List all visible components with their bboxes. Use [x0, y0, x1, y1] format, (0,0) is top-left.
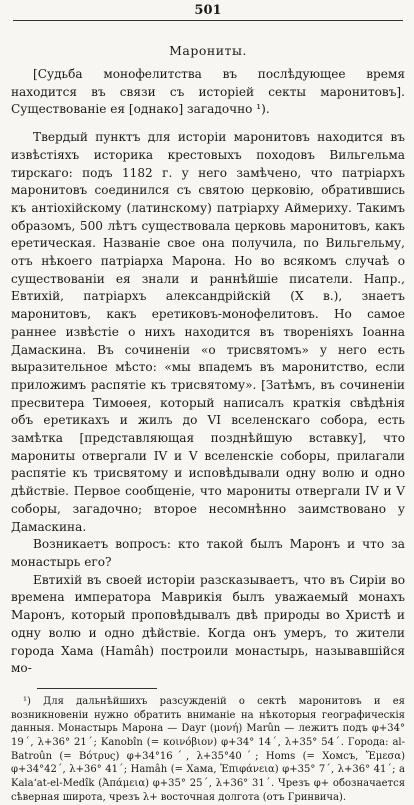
header-rule — [13, 20, 403, 21]
page-number: 501 — [194, 3, 222, 18]
footnote: ¹) Для дальнѣйшихъ разсужденій о сектѣ маронитовъ и ея возникновеніи нужно обратить вниманіе на нѣкоторыя географическія данныя. Монастырь Марона — Dayr (μονή) Marûn — лежитъ подъ φ+34° 19ˊ, λ+36° 21ˊ; Kanobîn (= κοινόβιον) φ+34° 14ˊ, λ+35° 54ˊ. Города: al-Batroûn (= Βότρυς) φ+34°16ˊ, λ+35°40ˊ; Homs (= Хомсъ, Ἔμεσα) φ+34°42ˊ, λ+36° 41ˊ; Hamâh (= Хама, Ἐπιφάνεια) φ+35° 7ˊ, λ+36° 41ˊ; а Kala‘at-el-Medîk (Ἀπάμεια) φ+35° 25ˊ, λ+36° 31ˊ. Чрезъ φ+ обозначается сѣверная широта, чрезъ λ+ восточная долгота (отъ Гринвича). — [11, 695, 405, 803]
paragraph-spacer — [11, 119, 405, 129]
section-heading: Марониты. — [169, 43, 247, 58]
main-text — [11, 66, 405, 678]
footnote-rule — [37, 688, 157, 689]
paragraph: Твердый пунктъ для исторіи маронитовъ находится въ извѣстіяхъ историка крестовыхъ походовъ Вильгельма тирскаго: подъ 1182 г. у него замѣчено, что патріархъ маронитовъ соединился съ святою церковію, обратившись къ антіохійскому (латинскому) патріарху Аймериху. Такимъ образомъ, 500 лѣтъ существовала церковь маронитовъ, какъ еретическая. Названіе свое она получила, по Вильгельму, отъ нѣкоего патріарха Марона. Но во всякомъ случаѣ о существованіи ея знали и раннѣйшіе писатели. Напр., Евтихій, патріархъ александрійскій (X в.), знаетъ маронитовъ, какъ еретиковъ-монофелитовъ. Но самое раннее извѣстіе о нихъ находится въ твореніяхъ Іоанна Дамаскина. Въ сочиненіи «о трисвятомъ» у него есть выразительное мѣсто: «мы впадемъ въ маронитство, если приложимъ распятіе къ трисвятому». [Затѣмъ, въ сочиненіи пресвитера Тимоѳея, который написалъ краткія свѣдѣнія объ еретикахъ и жилъ до VI вселенскаго собора, есть замѣтка [представляющая позднѣйшую вставку], что марониты отвергали IV и V вселенскіе соборы, прилагали распятіе къ трисвятому и исповѣдывали одну волю и одно дѣйствіе. Первое сообщеніе, что марониты отвергали IV и V соборы, загадочно; второе несомнѣнно заимствовано у Дамаскина. — [11, 130, 405, 534]
paragraph: [Судьба монофелитства въ послѣдующее время находится въ связи съ исторіей секты маронитовъ]. Существованіе ея [однако] загадочно ¹). — [11, 67, 405, 117]
paragraph: Евтихій въ своей исторіи разсказываетъ, что въ Сиріи во времена императора Маврикія былъ уважаемый монахъ Маронъ, который проповѣдывалъ двѣ природы во Христѣ и одну волю и одно дѣйствіе. Когда онъ умеръ, то жители города Хама (Hamâh) построили монастырь, называвшійся мо- — [11, 572, 405, 676]
paragraph: Возникаетъ вопросъ: кто такой былъ Маронъ и что за монастырь его? — [11, 537, 405, 569]
